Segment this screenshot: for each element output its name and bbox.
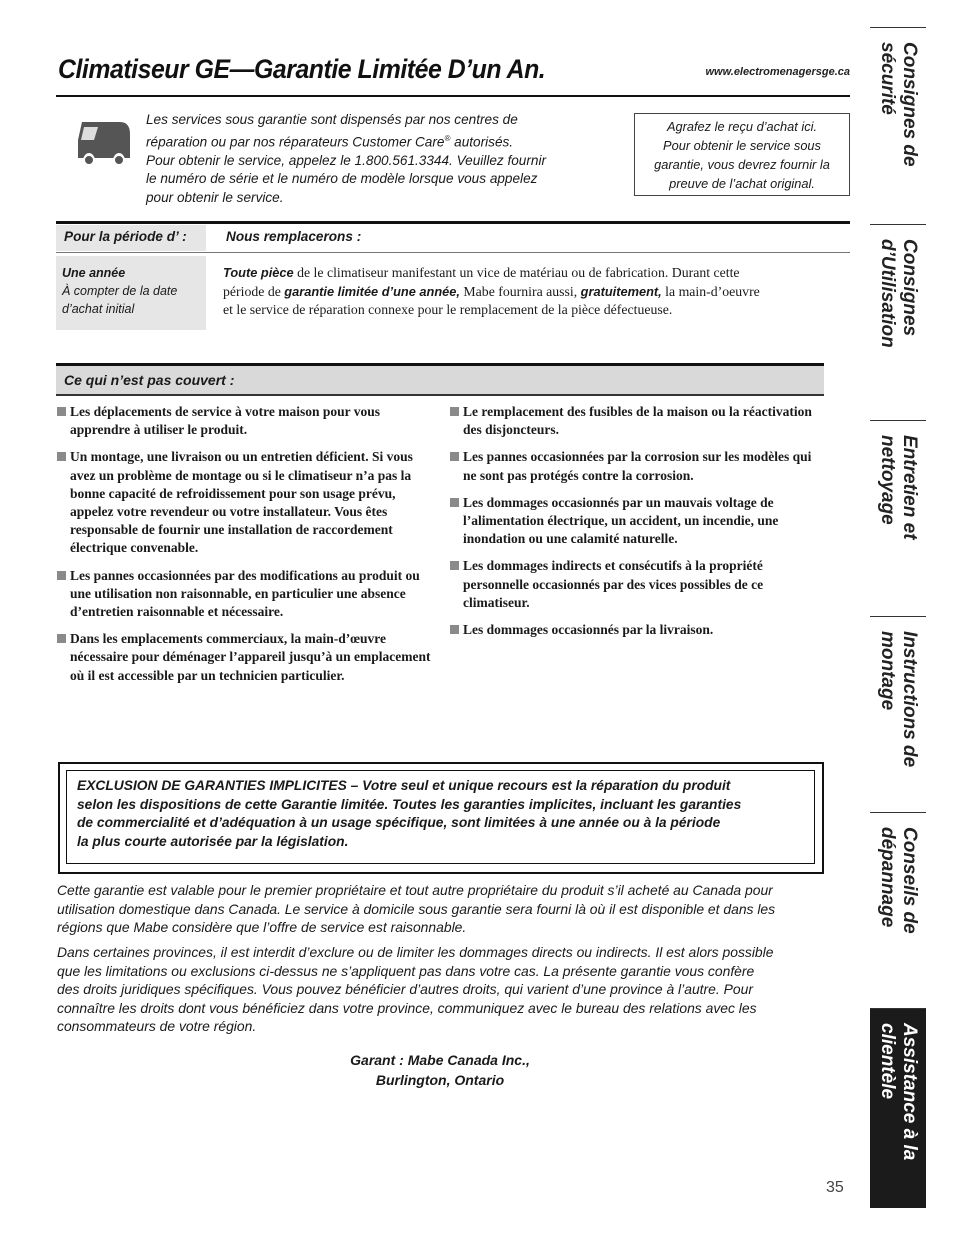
period-cell: Une année À compter de la date d’achat initial [56, 256, 206, 330]
tab-label: Consignes d’Utilisation [877, 239, 920, 348]
not-covered-header: Ce qui n’est pas couvert : [56, 366, 824, 394]
square-bullet-icon [450, 452, 459, 461]
tab-label: Assistance à la clientèle [877, 1023, 920, 1161]
website-link[interactable]: www.electromenagersge.ca [705, 66, 850, 78]
page-title: Climatiseur GE—Garantie Limitée D’un An. [58, 54, 546, 84]
square-bullet-icon [57, 452, 66, 461]
tab-label: Instructions de montage [877, 631, 920, 768]
ownership-paragraph: Cette garantie est valable pour le premier propriétaire et tout autre propriétaire du produit s’il acheté au Canada pour utilisation domestique dans Canada. Le service à domicile sous garantie sera fourni là où il est disponible et dans les régions que Mabe considère que l’offre de service est raisonnable. [57, 882, 776, 936]
list-item: Le remplacement des fusibles de la maison ou la réactivation des disjoncteurs. [449, 403, 825, 439]
list-item: Les dommages occasionnés par un mauvais voltage de l’alimentation électrique, un accident, un incendie, une inondation ou une calamité naturelle. [449, 494, 825, 549]
list-item: Les pannes occasionnées par des modifications au produit ou une utilisation non raisonnable, en particulier une absence d’entretien raisonnable et nécessaire. [56, 567, 436, 622]
not-covered-right-list [449, 403, 825, 648]
list-item: Les déplacements de service à votre maison pour vous apprendre à utiliser le produit. [56, 403, 436, 439]
square-bullet-icon [450, 407, 459, 416]
not-covered-left-list [56, 403, 436, 694]
coverage-top-rule [56, 221, 850, 224]
tab-troubleshooting[interactable] [870, 812, 926, 1008]
exclusion-text: EXCLUSION DE GARANTIES IMPLICITES – Votre seul et unique recours est la réparation du produit selon les dispositions de cette Garantie limitée. Toutes les garanties implicites, incluant les garanties de commercialité et d’adéquation à un usage spécifique, sont limitées à une année ou à la période la plus courte autorisée par la législation. [77, 778, 742, 850]
not-covered-rule-bottom [56, 394, 824, 396]
square-bullet-icon [57, 407, 66, 416]
square-bullet-icon [450, 625, 459, 634]
provinces-paragraph: Dans certaines provinces, il est interdit d’exclure ou de limiter les dommages directs ou indirects. Il est alors possible que les limitations ou exclusions ci-dessus ne s’appliquent pas dans votre cas. La présente garantie vous confère des droits juridiques spécifiques. Vous pouvez bénéficier d’autres droits, qui varient d’une province à l’autre. Pour connaître les droits dont vous bénéficiez dans votre province, communiquez avec le bureau des relations avec les consommateurs de votre région. [57, 944, 774, 1035]
square-bullet-icon [57, 571, 66, 580]
list-item: Les dommages indirects et consécutifs à la propriété personnelle occasionnés par des vices possibles de ce climatiseur. [449, 557, 825, 612]
coverage-text: Toute pièce de le climatiseur manifestant un vice de matériau ou de fabrication. Durant cette période de garantie limitée d’une année, Mabe fournira aussi, gratuitement, la main-d’oeuvre et le service de réparation connexe pour le remplacement de la pièce défectueuse. [223, 265, 760, 317]
tab-maintenance[interactable] [870, 420, 926, 616]
period-header: Pour la période d’ : [56, 225, 206, 251]
replace-header: Nous remplacerons : [226, 229, 362, 244]
tab-label: Consignes de sécurité [877, 42, 920, 167]
tab-usage[interactable] [870, 224, 926, 420]
list-item: Un montage, une livraison ou un entretien déficient. Si vous avez un problème de montage ou si le climatiseur n’a pas la bonne capacité de refroidissement pour son usage prévu, appelez votre revendeur ou votre installateur. Vous êtes responsable de fournir une installation de raccordement électrique convenable. [56, 448, 436, 557]
page-number: 35 [826, 1179, 844, 1196]
tab-label: Entretien et nettoyage [877, 435, 920, 540]
tab-safety[interactable] [870, 27, 926, 224]
receipt-box: Agrafez le reçu d’achat ici. Pour obtenir le service sous garantie, vous devrez fournir la preuve de l’achat original. [634, 113, 850, 196]
tab-customer-service[interactable] [870, 1008, 926, 1208]
list-item: Dans les emplacements commerciaux, la main-d’œuvre nécessaire pour déménager l’appareil jusqu’à un emplacement où il est accessible par un technicien particulier. [56, 630, 436, 685]
tab-label: Conseils de dépannage [877, 827, 920, 934]
guarantor: Garant : Mabe Canada Inc., Burlington, Ontario [350, 1052, 530, 1088]
service-intro: Les services sous garantie sont dispensés par nos centres de réparation ou par nos réparateurs Customer Care® autorisés. Pour obtenir le service, appelez le 1.800.561.3344. Veuillez fournir le numéro de série et le numéro de modèle lorsque vous appelez pour obtenir le service. [146, 112, 547, 205]
square-bullet-icon [450, 498, 459, 507]
header-rule [56, 95, 850, 97]
coverage-divider [56, 252, 850, 253]
square-bullet-icon [450, 561, 459, 570]
list-item: Les dommages occasionnés par la livraison. [449, 621, 825, 639]
list-item: Les pannes occasionnées par la corrosion sur les modèles qui ne sont pas protégés contre la corrosion. [449, 448, 825, 484]
square-bullet-icon [57, 634, 66, 643]
tab-installation[interactable] [870, 616, 926, 812]
service-truck-icon [76, 114, 134, 170]
